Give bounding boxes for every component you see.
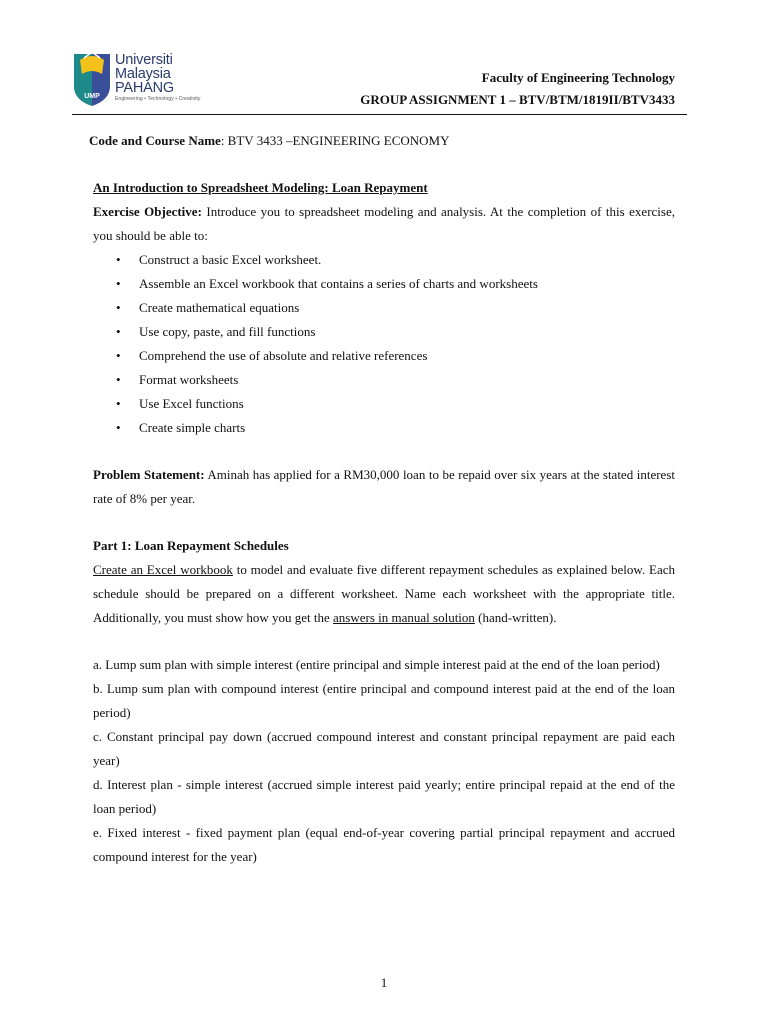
bullet-icon: • bbox=[116, 396, 121, 411]
part1-text-2: (hand-written). bbox=[474, 610, 557, 625]
repayment-plans-list bbox=[93, 653, 675, 869]
bullet-icon: • bbox=[116, 252, 121, 267]
objective-item bbox=[93, 416, 675, 440]
document-body bbox=[89, 129, 675, 869]
course-value: : BTV 3433 –ENGINEERING ECONOMY bbox=[220, 133, 450, 148]
section-title-intro: An Introduction to Spreadsheet Modeling: Loan Repayment bbox=[93, 180, 428, 195]
objective-item bbox=[93, 320, 675, 344]
objective-item bbox=[93, 344, 675, 368]
excel-workbook-link: Create an Excel workbook bbox=[93, 562, 233, 577]
logo-line-1: Universiti bbox=[115, 52, 173, 68]
logo-wordmark bbox=[115, 53, 201, 102]
course-line bbox=[89, 129, 675, 153]
objective-text: Create mathematical equations bbox=[139, 300, 300, 315]
objective-text: Use Excel functions bbox=[139, 396, 244, 411]
objective-text: Use copy, paste, and fill functions bbox=[139, 324, 316, 339]
problem-text: Aminah has applied for a RM30,000 loan to be repaid over six years at the stated interest rate of 8% per year. bbox=[93, 467, 675, 506]
ump-shield-icon bbox=[72, 50, 112, 108]
logo-tagline: Engineering • Technology • Creativity bbox=[115, 96, 201, 102]
course-label: Code and Course Name bbox=[89, 133, 221, 148]
document-header bbox=[360, 67, 675, 111]
repayment-plan-item: e. Fixed interest - fixed payment plan (equal end-of-year covering partial principal repayment and accrued compound interest for the year) bbox=[93, 825, 675, 864]
objective-text: Create simple charts bbox=[139, 420, 246, 435]
page-number: 1 bbox=[380, 975, 388, 990]
problem-label: Problem Statement: bbox=[93, 467, 205, 482]
problem-statement bbox=[93, 463, 675, 511]
objective-item bbox=[93, 392, 675, 416]
part1-text-1: to model and evaluate five different repayment schedules as explained below. Each schedule should be prepared on a different worksheet. Name each worksheet with the appropriate title. Additionally, you must show how you get the bbox=[93, 562, 675, 625]
objective-text: Introduce you to spreadsheet modeling and analysis. At the completion of this exercise, you should be able to: bbox=[93, 204, 675, 243]
objective-item bbox=[93, 248, 675, 272]
assignment-title: GROUP ASSIGNMENT 1 – BTV/BTM/1819II/BTV3433 bbox=[360, 92, 675, 107]
repayment-plan-item: c. Constant principal pay down (accrued compound interest and constant principal repayment are paid each year) bbox=[93, 729, 675, 768]
part1-instructions bbox=[93, 558, 675, 630]
repayment-plan-item: a. Lump sum plan with simple interest (entire principal and simple interest paid at the end of the loan period) bbox=[93, 657, 660, 672]
manual-solution-link: answers in manual solution bbox=[333, 610, 475, 625]
objectives-list bbox=[93, 248, 675, 440]
objective-item bbox=[93, 272, 675, 296]
objective-text: Format worksheets bbox=[139, 372, 239, 387]
objective-text: Assemble an Excel workbook that contains a series of charts and worksheets bbox=[139, 276, 538, 291]
repayment-plan-item: b. Lump sum plan with compound interest (entire principal and compound interest paid at the end of the loan period) bbox=[93, 681, 675, 720]
exercise-objective bbox=[93, 200, 675, 248]
repayment-plan-item: d. Interest plan - simple interest (accrued simple interest paid yearly; entire principal repaid at the end of the loan period) bbox=[93, 777, 675, 816]
bullet-icon: • bbox=[116, 324, 121, 339]
logo-line-3: PAHANG bbox=[115, 80, 174, 96]
bullet-icon: • bbox=[116, 276, 121, 291]
bullet-icon: • bbox=[116, 372, 121, 387]
objective-item bbox=[93, 368, 675, 392]
objective-label: Exercise Objective: bbox=[93, 204, 202, 219]
faculty-name: Faculty of Engineering Technology bbox=[481, 70, 675, 85]
objective-text: Construct a basic Excel worksheet. bbox=[139, 252, 322, 267]
bullet-icon: • bbox=[116, 300, 121, 315]
section-title-part1: Part 1: Loan Repayment Schedules bbox=[93, 538, 289, 553]
logo-line-2: Malaysia bbox=[115, 66, 171, 82]
logo-shield-text: UMP bbox=[84, 93, 100, 100]
bullet-icon: • bbox=[116, 348, 121, 363]
bullet-icon: • bbox=[116, 420, 121, 435]
header-divider bbox=[72, 114, 687, 115]
objective-item bbox=[93, 296, 675, 320]
objective-text: Comprehend the use of absolute and relative references bbox=[139, 348, 428, 363]
university-logo bbox=[72, 50, 202, 108]
